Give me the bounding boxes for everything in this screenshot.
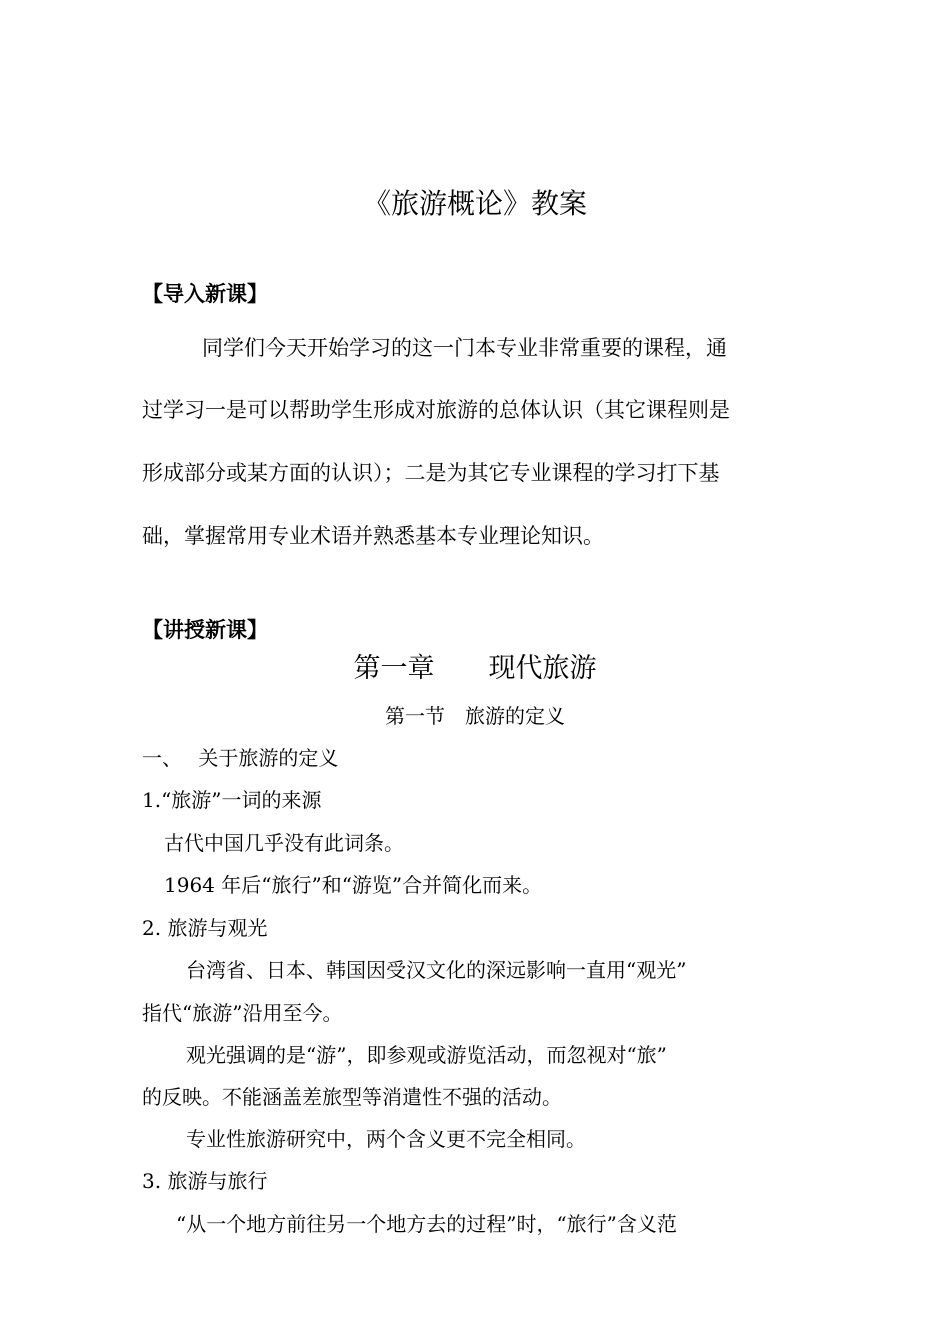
intro-paragraph-line-2: 过学习一是可以帮助学生形成对旅游的总体认识（其它课程则是 — [142, 398, 730, 422]
body-line-1: 一、 关于旅游的定义 — [142, 746, 339, 770]
body-line-4: 1964 年后“旅行”和“游览”合并简化而来。 — [164, 873, 543, 897]
body-line-10: 专业性旅游研究中，两个含义更不完全相同。 — [186, 1127, 586, 1151]
intro-paragraph-line-3: 形成部分或某方面的认识）；二是为其它专业课程的学习打下基 — [142, 461, 720, 485]
body-line-7: 指代“旅游”沿用至今。 — [142, 1001, 343, 1025]
body-line-12: “从一个地方前往另一个地方去的过程”时，“旅行”含义范 — [176, 1212, 677, 1236]
intro-paragraph-line-4: 础，掌握常用专业术语并熟悉基本专业理论知识。 — [142, 524, 604, 548]
body-line-11: 3. 旅游与旅行 — [142, 1169, 268, 1193]
intro-heading: 【导入新课】 — [142, 282, 268, 306]
lecture-heading: 【讲授新课】 — [142, 618, 268, 642]
intro-paragraph-line-1: 同学们今天开始学习的这一门本专业非常重要的课程，通 — [202, 336, 727, 360]
body-line-5: 2. 旅游与观光 — [142, 916, 268, 940]
body-line-8: 观光强调的是“游”，即参观或游览活动，而忽视对“旅” — [186, 1043, 667, 1067]
body-line-6: 台湾省、日本、韩国因受汉文化的深远影响一直用“观光” — [186, 958, 687, 982]
chapter-title: 第一章 现代旅游 — [353, 653, 597, 684]
body-line-9: 的反映。不能涵盖差旅型等消遣性不强的活动。 — [142, 1085, 562, 1109]
body-line-3: 古代中国几乎没有此词条。 — [164, 831, 404, 855]
section-title: 第一节 旅游的定义 — [385, 704, 565, 728]
body-line-2: 1.“旅游”一词的来源 — [142, 788, 322, 812]
document-title: 《旅游概论》教案 — [362, 187, 587, 220]
